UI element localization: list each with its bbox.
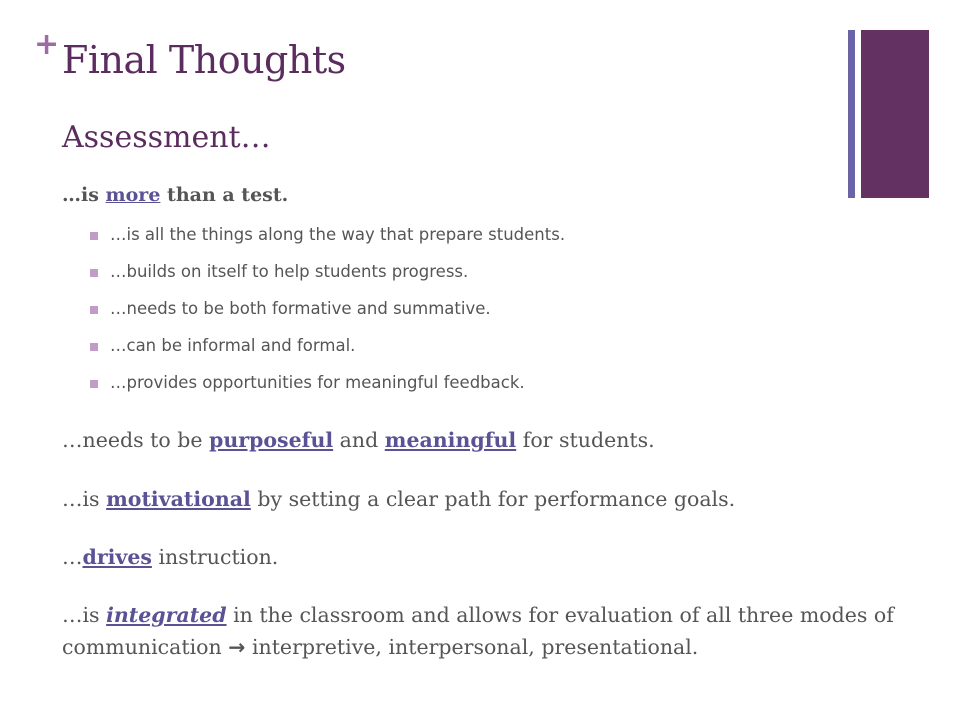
list-item: …is all the things along the way that prepare students. (90, 224, 565, 261)
list-item: …needs to be both formative and summative. (90, 298, 565, 335)
statement-purposeful (62, 424, 862, 456)
text: …is (62, 487, 107, 511)
text: …is (62, 603, 107, 627)
emphasis-motivational: motivational (106, 487, 251, 511)
list-item: …can be informal and formal. (90, 335, 565, 372)
emphasis-purposeful: purposeful (209, 428, 334, 452)
text: in the classroom and allows for evaluation of all three modes of communication (62, 603, 894, 659)
lead-post: than a test. (160, 184, 289, 206)
emphasis-drives: drives (82, 545, 152, 569)
accent-bar-thin (848, 30, 855, 198)
text: instruction. (151, 545, 279, 569)
statement-integrated (62, 599, 912, 663)
statement-motivational (62, 483, 902, 515)
list-item: …builds on itself to help students progress. (90, 261, 565, 298)
lead-statement (62, 184, 288, 206)
text: and (333, 428, 385, 452)
lead-emphasis: more (105, 184, 161, 206)
text: for students. (516, 428, 655, 452)
bullet-list (90, 224, 565, 409)
statement-drives (62, 541, 862, 573)
list-item: …provides opportunities for meaningful feedback. (90, 372, 565, 409)
text: by setting a clear path for performance goals. (250, 487, 736, 511)
slide-subtitle: Assessment… (62, 120, 271, 155)
accent-bar-thick (861, 30, 929, 198)
emphasis-integrated: integrated (106, 603, 227, 627)
slide-title: Final Thoughts (62, 38, 346, 82)
text: … (62, 545, 83, 569)
lead-pre: …is (62, 184, 106, 206)
text: …needs to be (62, 428, 209, 452)
arrow-right-icon: → (228, 635, 246, 659)
text: interpretive, interpersonal, presentational. (245, 635, 699, 659)
emphasis-meaningful: meaningful (384, 428, 517, 452)
plus-icon: + (34, 27, 60, 62)
